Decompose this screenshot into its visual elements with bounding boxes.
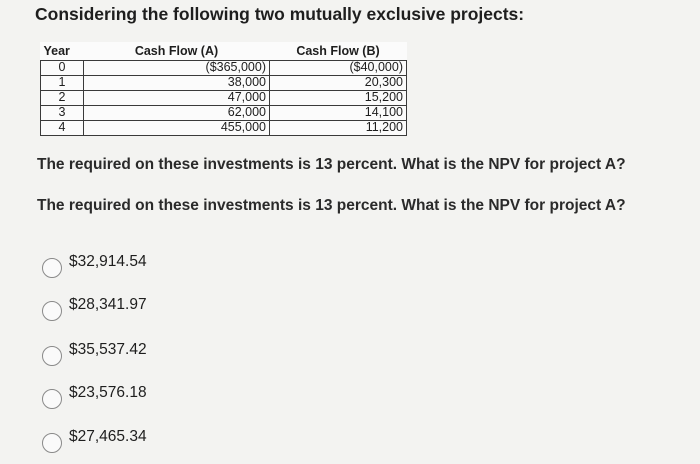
year-cell: 1 [41, 75, 84, 90]
cash-flow-a-cell: 38,000 [84, 75, 270, 90]
cash-flow-b-cell: ($40,000) [270, 60, 407, 75]
table-header-row [41, 42, 407, 60]
answer-option-3[interactable] [42, 336, 147, 366]
answer-option-5[interactable] [42, 423, 147, 453]
cash-flow-b-cell: 11,200 [270, 120, 407, 135]
cash-flow-b-cell: 20,300 [270, 75, 407, 90]
answer-option-2[interactable] [42, 291, 147, 321]
year-cell: 2 [41, 90, 84, 105]
answer-label: $28,341.97 [69, 296, 147, 313]
cash-flow-b-cell: 15,200 [270, 90, 407, 105]
radio-button[interactable] [42, 433, 62, 453]
cash-flow-table [40, 42, 407, 136]
answer-label: $32,914.54 [69, 253, 147, 270]
year-cell: 4 [41, 120, 84, 135]
cash-flow-b-cell: 14,100 [270, 105, 407, 120]
radio-button[interactable] [42, 301, 62, 321]
question-text-repeat: The required on these investments is 13 percent. What is the NPV for project A? [37, 197, 626, 214]
radio-button[interactable] [42, 346, 62, 366]
year-cell: 3 [41, 105, 84, 120]
header-year: Year [41, 42, 84, 60]
answer-label: $27,465.34 [69, 428, 147, 445]
year-cell: 0 [41, 60, 84, 75]
answer-label: $35,537.42 [69, 341, 147, 358]
header-cash-flow-b: Cash Flow (B) [270, 42, 407, 60]
answer-option-4[interactable] [42, 379, 147, 409]
answer-option-1[interactable] [42, 248, 147, 278]
cash-flow-a-cell: 47,000 [84, 90, 270, 105]
table-row [41, 60, 407, 75]
cash-flow-a-cell: 455,000 [84, 120, 270, 135]
radio-button[interactable] [42, 389, 62, 409]
table-row [41, 90, 407, 105]
table-row [41, 75, 407, 90]
question-text: The required on these investments is 13 percent. What is the NPV for project A? [37, 156, 626, 173]
table-row [41, 120, 407, 135]
cash-flow-a-cell: ($365,000) [84, 60, 270, 75]
radio-button[interactable] [42, 258, 62, 278]
table-row [41, 105, 407, 120]
answer-label: $23,576.18 [69, 384, 147, 401]
question-heading: Considering the following two mutually exclusive projects: [35, 4, 525, 24]
cash-flow-a-cell: 62,000 [84, 105, 270, 120]
header-cash-flow-a: Cash Flow (A) [84, 42, 270, 60]
